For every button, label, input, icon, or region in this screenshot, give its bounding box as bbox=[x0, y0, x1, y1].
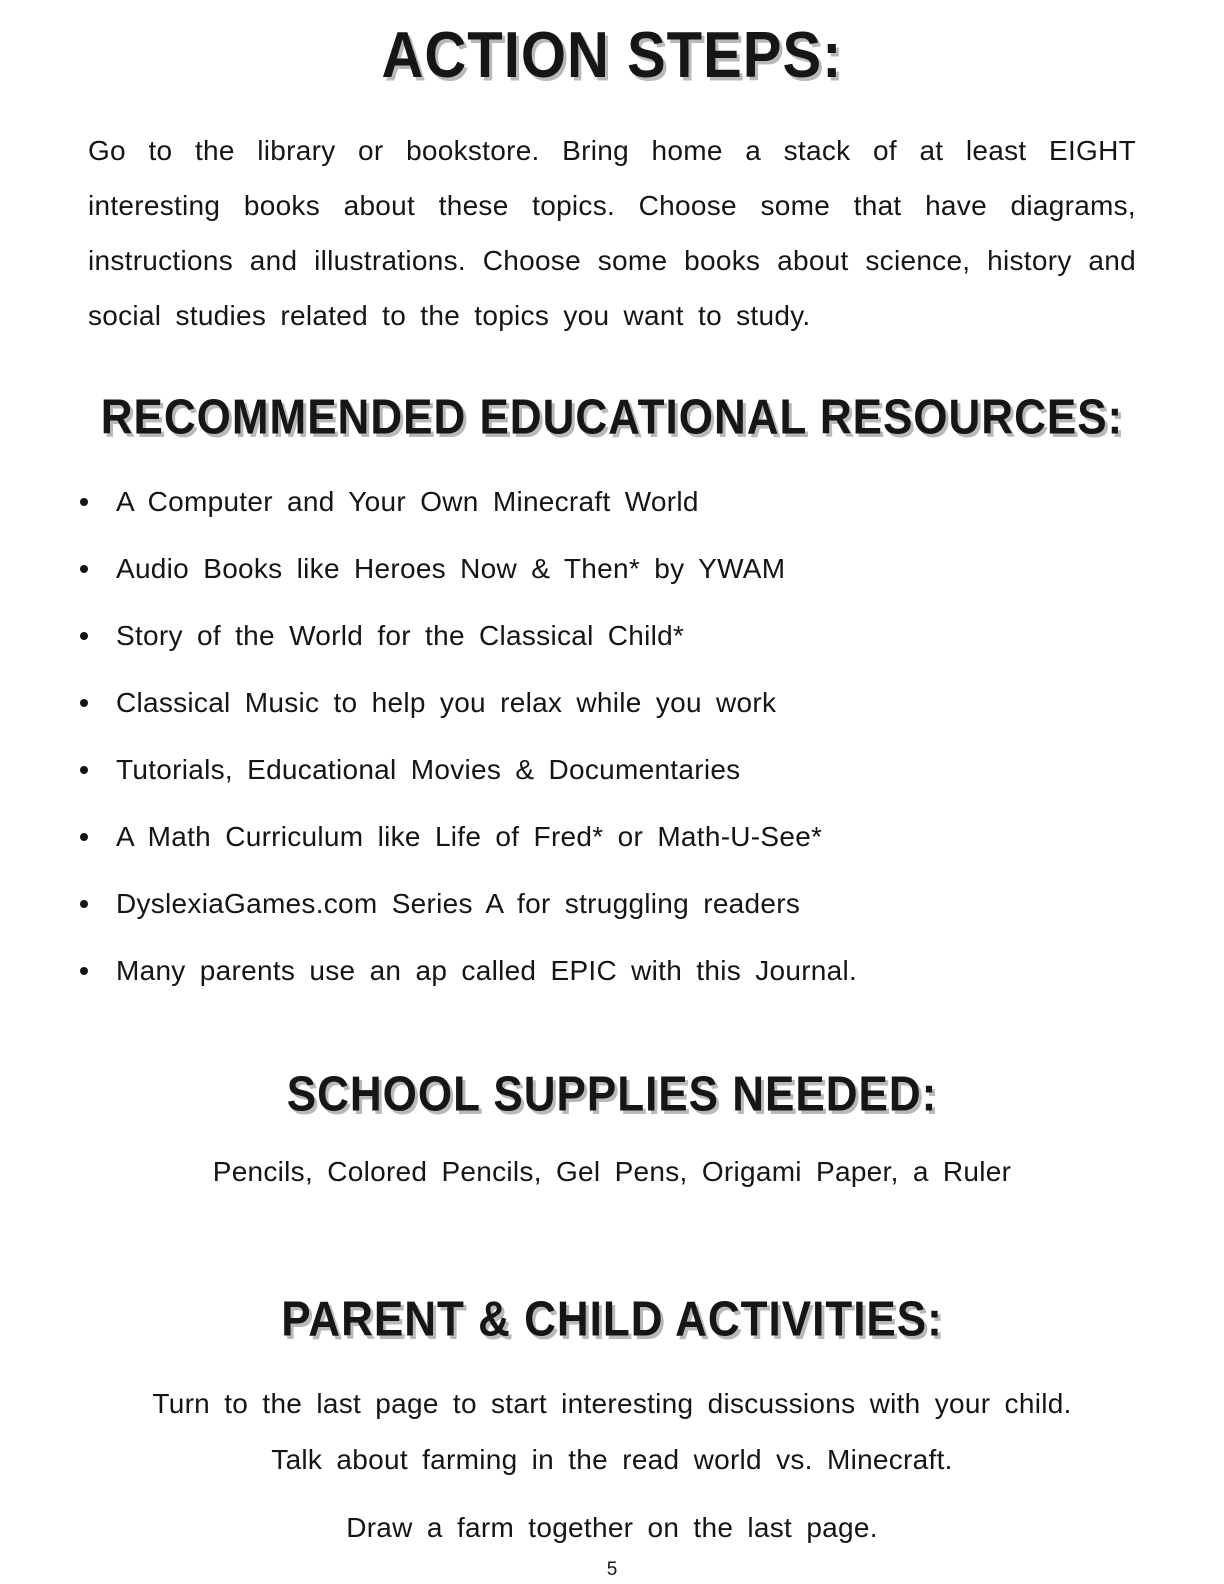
page-number: 5 bbox=[606, 1558, 618, 1580]
supplies-list-text: Pencils, Colored Pencils, Gel Pens, Origami Paper, a Ruler bbox=[212, 1155, 1012, 1187]
bullet-icon bbox=[80, 565, 88, 573]
bullet-icon bbox=[80, 632, 88, 640]
activity-line: Talk about farming in the read world vs. Minecraft. bbox=[271, 1443, 953, 1475]
list-item bbox=[80, 822, 1164, 852]
list-item-label: Audio Books like Heroes Now & Then* by YWAM bbox=[116, 553, 786, 585]
action-steps-heading-text: ACTION STEPS: bbox=[381, 18, 843, 92]
list-item-label: Many parents use an ap called EPIC with this Journal. bbox=[116, 955, 858, 987]
activity-line: Draw a farm together on the last page. bbox=[346, 1511, 878, 1543]
list-item bbox=[80, 688, 1164, 718]
activities-heading-text: PARENT & CHILD ACTIVITIES: bbox=[281, 1291, 943, 1347]
list-item-label: DyslexiaGames.com Series A for struggling readers bbox=[116, 888, 801, 920]
bullet-icon bbox=[80, 967, 88, 975]
activity-line: Turn to the last page to start interesting discussions with your child. bbox=[152, 1387, 1072, 1419]
list-item bbox=[80, 621, 1164, 651]
resource-list bbox=[80, 487, 1164, 986]
list-item bbox=[80, 956, 1164, 986]
list-item bbox=[80, 554, 1164, 584]
action-steps-heading bbox=[0, 18, 1224, 92]
list-item bbox=[80, 487, 1164, 517]
list-item bbox=[80, 755, 1164, 785]
action-steps-paragraph: Go to the library or bookstore. Bring home a stack of at least EIGHT interesting books about these topics. Choose some that have diagrams, instructions and illustrations. Choose some books about science, history and social studies related to the topics you want to study. bbox=[88, 134, 1136, 331]
bullet-icon bbox=[80, 766, 88, 774]
supplies-heading bbox=[0, 1067, 1224, 1122]
list-item-label: Tutorials, Educational Movies & Documentaries bbox=[116, 754, 741, 786]
list-item-label: A Computer and Your Own Minecraft World bbox=[116, 486, 699, 518]
bullet-icon bbox=[80, 900, 88, 908]
bullet-icon bbox=[80, 833, 88, 841]
bullet-icon bbox=[80, 498, 88, 506]
activities-block bbox=[0, 1387, 1224, 1545]
supplies-heading-text: SCHOOL SUPPLIES NEEDED: bbox=[286, 1067, 938, 1122]
bullet-icon bbox=[80, 699, 88, 707]
resources-heading bbox=[0, 389, 1224, 445]
list-item-label: A Math Curriculum like Life of Fred* or Math-U-See* bbox=[116, 821, 823, 853]
list-item bbox=[80, 889, 1164, 919]
list-item-label: Story of the World for the Classical Child* bbox=[116, 620, 685, 652]
resources-heading-text: RECOMMENDED EDUCATIONAL RESOURCES: bbox=[100, 389, 1124, 445]
activities-heading bbox=[0, 1291, 1224, 1347]
list-item-label: Classical Music to help you relax while you work bbox=[116, 687, 777, 719]
